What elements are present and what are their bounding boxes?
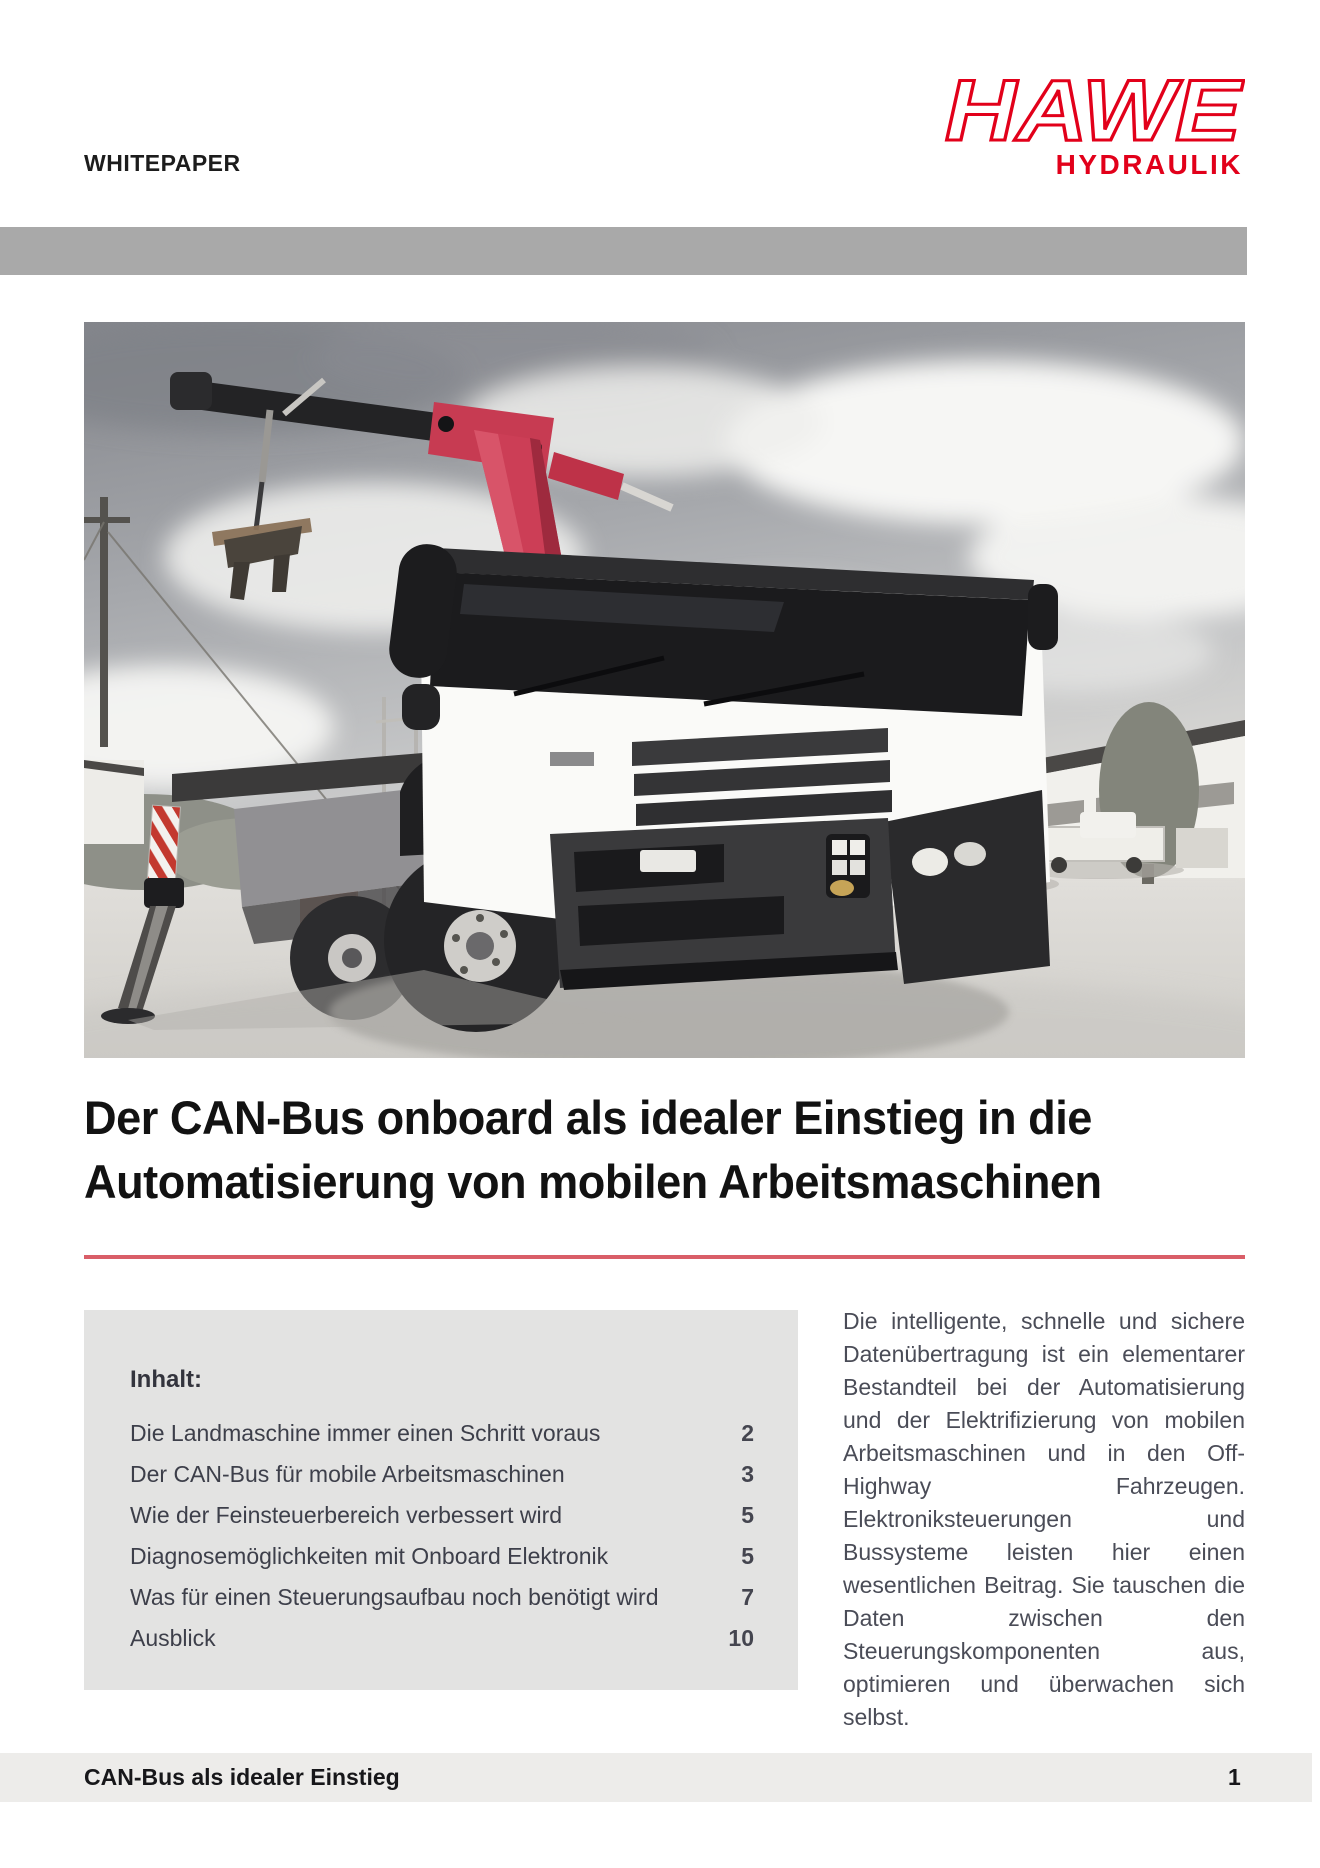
footer-page-number: 1	[1228, 1764, 1241, 1790]
toc-item-page: 7	[741, 1584, 754, 1610]
toc-item-page: 3	[741, 1461, 754, 1487]
logo-subtitle: HYDRAULIK	[1055, 149, 1243, 180]
red-divider-rule	[84, 1255, 1245, 1259]
footer-title: CAN-Bus als idealer Einstieg	[84, 1764, 400, 1790]
intro-paragraph: Die intelligente, schnelle und sichere Datenübertragung ist ein elementarer Bestandteil bei der Automatisierung und der Elektrifizierung von mobilen Arbeitsmaschinen und in den Off-Highway Fahrzeugen. Elektroniksteuerungen und Bussysteme leisten hier einen wesentlichen Beitrag. Sie tauschen die Daten zwischen den Steuerungskomponenten aus, optimieren und überwachen sich selbst.	[843, 1308, 1245, 1730]
toc-item-page: 5	[741, 1543, 754, 1569]
logo-word: HAWE	[945, 70, 1245, 159]
truck-crane-illustration	[84, 322, 1245, 1058]
toc-box	[84, 1310, 798, 1690]
toc-item-label: Der CAN-Bus für mobile Arbeitsmaschinen	[130, 1461, 565, 1487]
toc-item	[130, 1625, 754, 1652]
toc-item-label: Wie der Feinsteuerbereich verbessert wird	[130, 1502, 563, 1528]
footer-bar	[0, 1753, 1312, 1802]
whitepaper-label: WHITEPAPER	[84, 150, 241, 176]
toc-item	[130, 1584, 754, 1611]
toc-item	[130, 1461, 754, 1488]
toc-item	[130, 1543, 754, 1570]
page-title	[84, 1086, 1255, 1214]
hawe-logo-graphic	[935, 70, 1245, 182]
toc-item-page: 2	[741, 1420, 754, 1446]
page-title-line1: Der CAN-Bus onboard als idealer Einstieg in die	[84, 1091, 1092, 1144]
toc-heading: Inhalt:	[130, 1366, 202, 1393]
toc-item-page: 10	[728, 1625, 754, 1651]
toc-item	[130, 1502, 754, 1529]
page-title-line2: Automatisierung von mobilen Arbeitsmaschinen	[84, 1155, 1102, 1208]
toc-item-label: Was für einen Steuerungsaufbau noch benötigt wird	[130, 1584, 659, 1610]
toc-item-label: Diagnosemöglichkeiten mit Onboard Elektronik	[130, 1543, 609, 1569]
toc-item-page: 5	[741, 1502, 754, 1528]
toc-item-label: Die Landmaschine immer einen Schritt voraus	[130, 1420, 601, 1446]
header-gray-band	[0, 227, 1247, 275]
hero-photo-truck-crane	[84, 322, 1245, 1058]
toc-item	[130, 1420, 754, 1447]
toc-item-label: Ausblick	[130, 1625, 216, 1651]
hawe-logo	[935, 70, 1245, 182]
